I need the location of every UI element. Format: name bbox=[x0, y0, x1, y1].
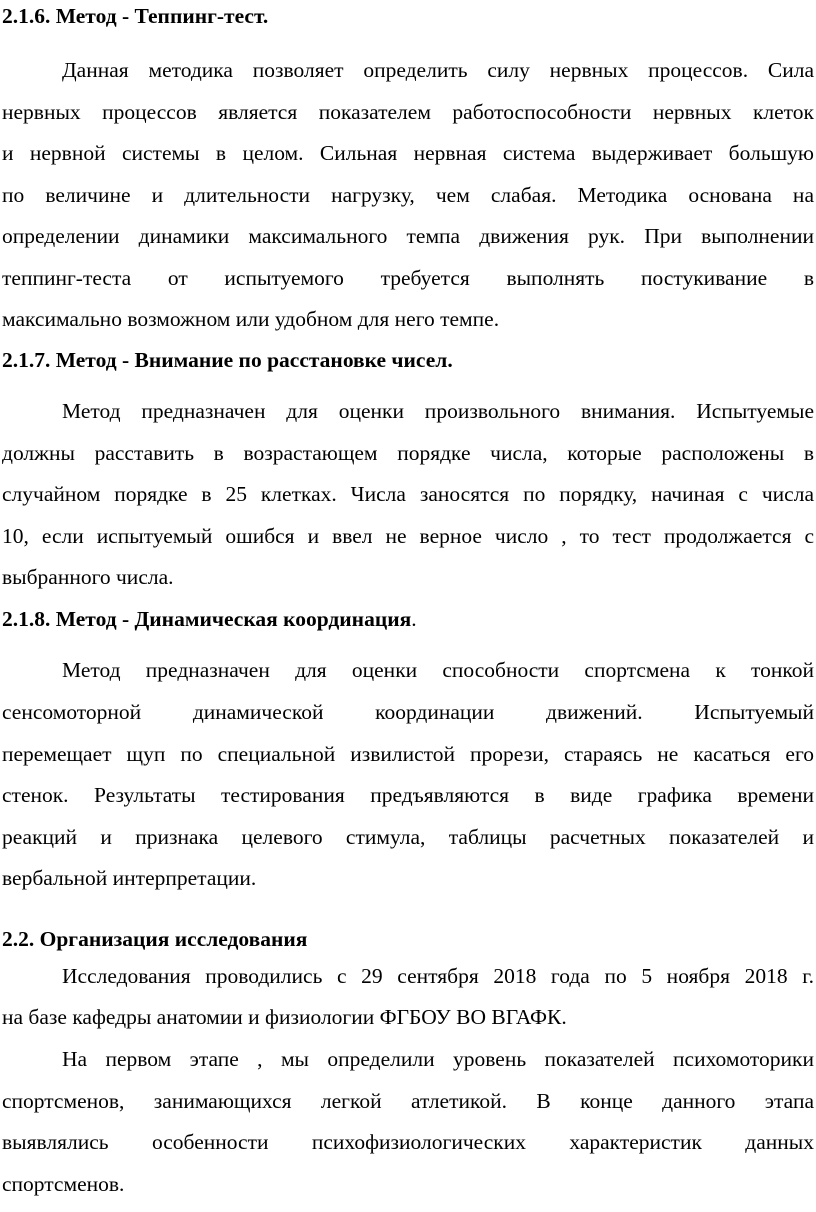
paragraph-line: на базе кафедры анатомии и физиологии ФГБОУ ВО ВГАФК. bbox=[2, 1005, 567, 1029]
paragraph-line: определении динамики максимального темпа движения рук. При выполнении bbox=[2, 224, 814, 248]
paragraph-line: случайном порядке в 25 клетках. Числа заносятся по порядку, начиная с числа bbox=[2, 482, 814, 506]
paragraph-line: стенок. Результаты тестирования предъявляются в виде графика времени bbox=[2, 783, 814, 807]
paragraph-line: должны расставить в возрастающем порядке числа, которые расположены в bbox=[2, 441, 814, 465]
heading-suffix: . bbox=[411, 607, 417, 631]
paragraph-line: Данная методика позволяет определить силу нервных процессов. Сила bbox=[62, 58, 814, 82]
paragraph-line: На первом этапе , мы определили уровень показателей психомоторики bbox=[62, 1047, 814, 1071]
paragraph-line: Метод предназначен для оценки произвольного внимания. Испытуемые bbox=[62, 399, 814, 423]
paragraph-line: нервных процессов является показателем работоспособности нервных клеток bbox=[2, 100, 814, 124]
paragraph-line: вербальной интерпретации. bbox=[2, 866, 257, 890]
section-heading-2-1-7 bbox=[2, 346, 814, 374]
paragraph-line: и нервной системы в целом. Сильная нервная система выдерживает большую bbox=[2, 141, 814, 165]
heading-number: 2.1.7. bbox=[2, 348, 51, 372]
paragraph-line: Метод предназначен для оценки способности спортсмена к тонкой bbox=[62, 658, 814, 682]
paragraph-line: по величине и длительности нагрузку, чем слабая. Методика основана на bbox=[2, 183, 814, 207]
section-heading-2-1-8 bbox=[2, 605, 814, 633]
heading-number: 2.1.8. bbox=[2, 607, 51, 631]
paragraph-line: теппинг-теста от испытуемого требуется выполнять постукивание в bbox=[2, 266, 814, 290]
heading-text: Метод - Теппинг-тест. bbox=[55, 4, 269, 28]
paragraph-line: сенсомоторной динамической координации движений. Испытуемый bbox=[2, 700, 814, 724]
paragraph-line: спортсменов. bbox=[2, 1172, 125, 1196]
section-heading-2-1-6 bbox=[2, 2, 814, 30]
paragraph-line: 10, если испытуемый ошибся и ввел не верное число , то тест продолжается с bbox=[2, 524, 814, 548]
paragraph-line: выбранного числа. bbox=[2, 565, 174, 589]
section-heading-2-2 bbox=[2, 925, 814, 953]
heading-number: 2.2. bbox=[2, 927, 35, 951]
paragraph-line: Исследования проводились с 29 сентября 2018 года по 5 ноября 2018 г. bbox=[62, 964, 814, 988]
heading-text: Организация исследования bbox=[39, 927, 308, 951]
paragraph-line: выявлялись особенности психофизиологических характеристик данных bbox=[2, 1130, 814, 1154]
paragraph-line: перемещает щуп по специальной извилистой прорези, стараясь не касаться его bbox=[2, 742, 814, 766]
heading-text: Метод - Динамическая координация bbox=[55, 607, 412, 631]
paragraph-line: реакций и признака целевого стимула, таблицы расчетных показателей и bbox=[2, 825, 814, 849]
heading-number: 2.1.6. bbox=[2, 4, 51, 28]
paragraph-line: максимально возможном или удобном для него темпе. bbox=[2, 307, 500, 331]
heading-text: Метод - Внимание по расстановке чисел. bbox=[55, 348, 453, 372]
paragraph-line: спортсменов, занимающихся легкой атлетикой. В конце данного этапа bbox=[2, 1089, 814, 1113]
